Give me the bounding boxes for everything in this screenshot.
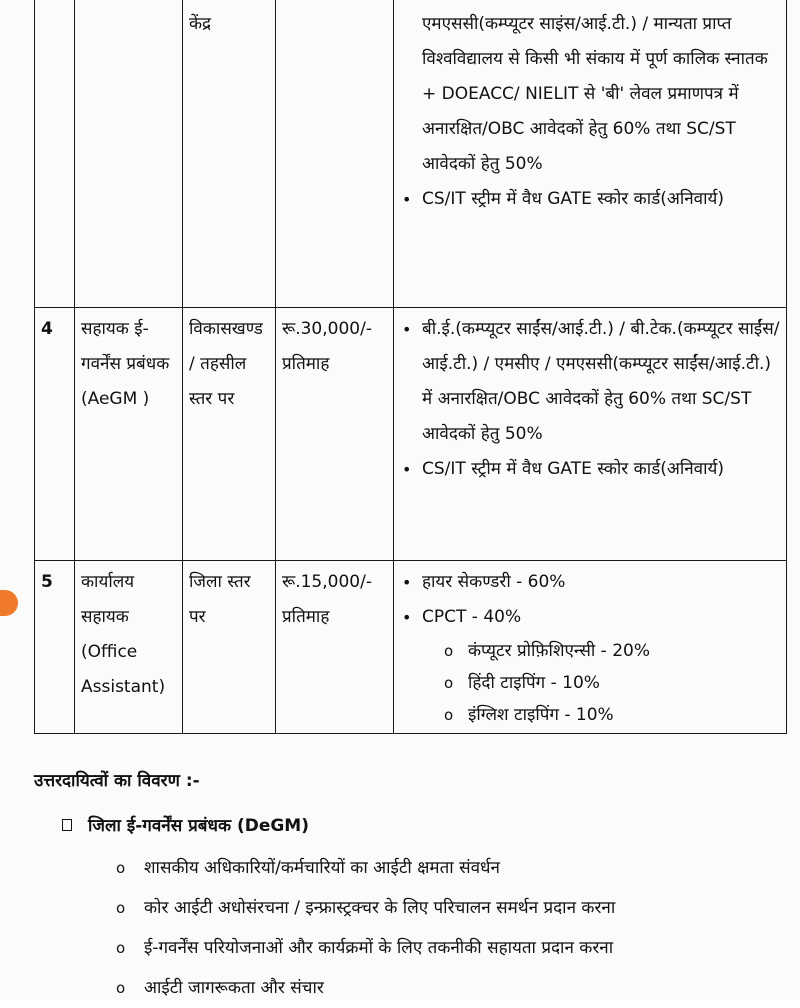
section-heading: उत्तरदायित्वों का विवरण :- — [34, 771, 200, 791]
qualification-cell — [394, 308, 787, 561]
qualification-cell — [394, 561, 787, 734]
duties-list — [116, 848, 786, 1008]
post-name: सहायक ई-गवर्नेंस प्रबंधक (AeGM ) — [81, 319, 170, 409]
sn-cell — [35, 0, 75, 308]
post-name: कार्यालय सहायक (Office Assistant) — [81, 572, 166, 697]
place-cell — [183, 0, 276, 308]
qualification-item: • CS/IT स्ट्रीम में वैध GATE स्कोर कार्ड(अनिवार्य) — [400, 182, 780, 217]
serial-number: 4 — [41, 319, 53, 339]
salary-cell — [276, 0, 394, 308]
place-text: जिला स्तर पर — [189, 572, 251, 627]
qualification-item — [400, 600, 780, 731]
list-item: o ई-गवर्नेंस परियोजनाओं और कार्यक्रमों के लिए तकनीकी सहायता प्रदान करना — [116, 928, 786, 968]
qualification-list — [400, 182, 780, 217]
table-row — [35, 561, 787, 734]
sub-qualification-list — [422, 635, 780, 731]
qualification-item: • CS/IT स्ट्रीम में वैध GATE स्कोर कार्ड(अनिवार्य) — [400, 452, 780, 487]
qualification-item: • हायर सेकण्डरी - 60% — [400, 565, 780, 600]
table-row — [35, 308, 787, 561]
list-item: o कोर आईटी अधोसंरचना / इन्फ्रास्ट्रक्चर के लिए परिचालन समर्थन प्रदान करना — [116, 888, 786, 928]
place-cell — [183, 561, 276, 734]
list-item: o आईटी जागरूकता और संचार — [116, 968, 786, 1008]
square-bullet-icon — [62, 819, 72, 831]
salary-text: रू.15,000/-प्रतिमाह — [282, 572, 372, 627]
qualification-cell — [394, 0, 787, 308]
serial-number: 5 — [41, 572, 53, 592]
posts-table — [34, 0, 787, 734]
salary-text: रू.30,000/-प्रतिमाह — [282, 319, 372, 374]
post-cell — [75, 308, 183, 561]
qualification-list — [400, 312, 780, 487]
qualification-text: एमएससी(कम्प्यूटर साइंस/आई.टी.) / मान्यता प्राप्त विश्वविद्यालय से किसी भी संकाय में पूर्ण कालिक स्नातक + DOEACC/ NIELIT से 'बी' लेवल प्रमाणपत्र में अनारक्षित/OBC आवेदकों हेतु 60% तथा SC/ST आवेदकों हेतु 50% — [422, 14, 768, 174]
table-row — [35, 0, 787, 308]
salary-cell — [276, 561, 394, 734]
side-marker[interactable] — [0, 590, 18, 616]
qualification-item: • बी.ई.(कम्प्यूटर साईंस/आई.टी.) / बी.टेक.(कम्प्यूटर साईंस/आई.टी.) / एमसीए / एमएससी(कम्प्यूटर साईंस/आई.टी.) में अनारक्षित/OBC आवेदकों हेतु 60% तथा SC/ST आवेदकों हेतु 50% — [400, 312, 780, 452]
sn-cell — [35, 308, 75, 561]
place-cell — [183, 308, 276, 561]
post-cell — [75, 561, 183, 734]
sub-item: o इंग्लिश टाइपिंग - 10% — [442, 699, 780, 731]
sn-cell — [35, 561, 75, 734]
qualification-item-text: CPCT - 40% — [422, 607, 522, 627]
place-text: केंद्र — [189, 14, 212, 34]
post-cell — [75, 0, 183, 308]
salary-cell — [276, 308, 394, 561]
place-text: विकासखण्ड / तहसील स्तर पर — [189, 319, 263, 409]
sub-item: o कंप्यूटर प्रोफ़िशिएन्सी - 20% — [442, 635, 780, 667]
qualification-list — [400, 565, 780, 731]
sub-item: o हिंदी टाइपिंग - 10% — [442, 667, 780, 699]
list-item: o शासकीय अधिकारियों/कर्मचारियों का आईटी क्षमता संवर्धन — [116, 848, 786, 888]
post-title: जिला ई-गवर्नेंस प्रबंधक (DeGM) — [88, 816, 309, 836]
post-title-row — [62, 813, 786, 836]
responsibilities-section — [34, 768, 786, 1008]
